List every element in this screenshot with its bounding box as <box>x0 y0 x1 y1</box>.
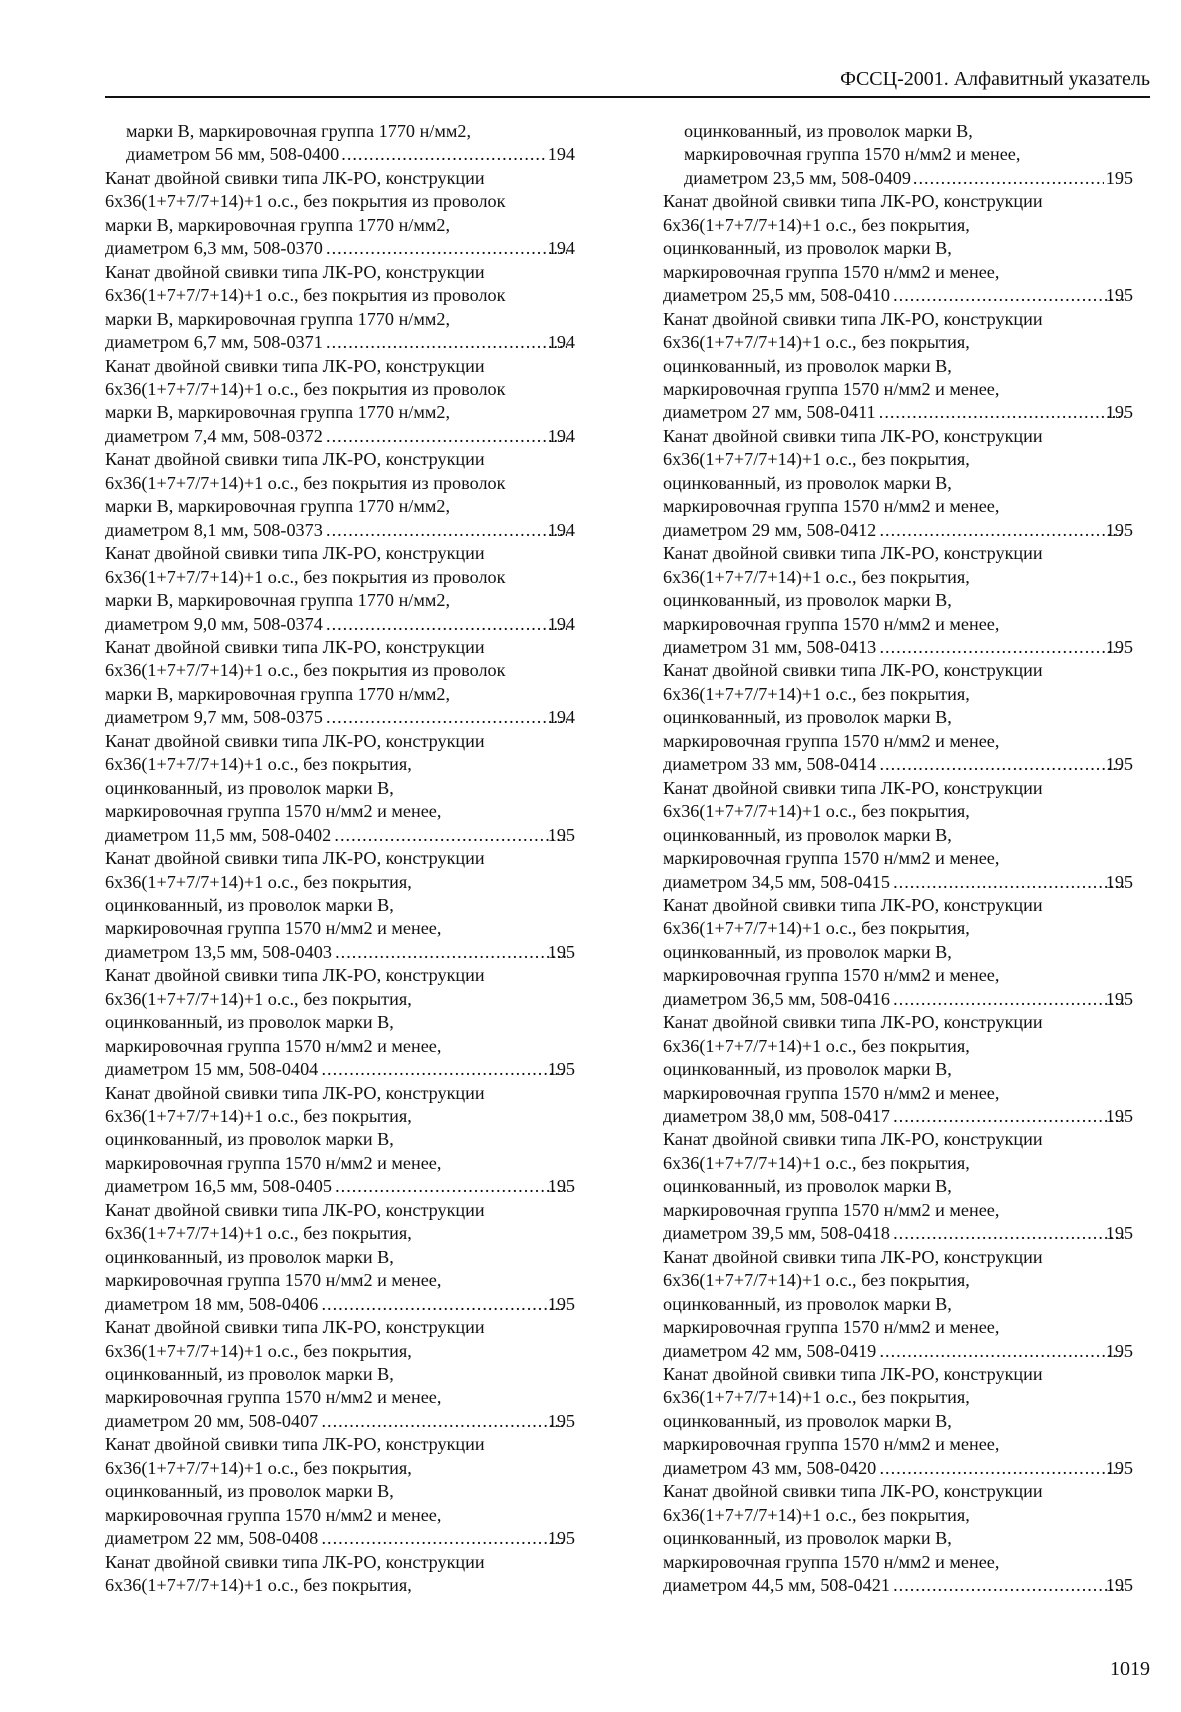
index-entry-page: 195 <box>1105 402 1133 423</box>
index-entry-last-line <box>105 331 575 354</box>
index-entry-page: 195 <box>547 941 575 962</box>
index-entry-page: 194 <box>547 519 575 540</box>
index-entry-line: диаметром 33 мм, 508-0414 <box>663 754 877 775</box>
index-entry-line: марки В, маркировочная группа 1770 н/мм2, <box>105 496 451 517</box>
index-entry-line: диаметром 6,3 мм, 508-0370 <box>105 238 323 259</box>
index-entry-line: диаметром 9,0 мм, 508-0374 <box>105 613 323 634</box>
index-entry-line: маркировочная группа 1570 н/мм2 и менее, <box>663 496 1000 517</box>
index-entry-line: Канат двойной свивки типа ЛК-РО, конструкции <box>105 261 485 282</box>
index-entry-line: 6х36(1+7+7/7+14)+1 о.с., без покрытия, <box>663 1387 970 1408</box>
index-entry-line: 6х36(1+7+7/7+14)+1 о.с., без покрытия, <box>105 1340 412 1361</box>
index-entry-line: маркировочная группа 1570 н/мм2 и менее, <box>663 1199 1000 1220</box>
index-entry-line: 6х36(1+7+7/7+14)+1 о.с., без покрытия, <box>105 871 412 892</box>
index-entry-line: 6х36(1+7+7/7+14)+1 о.с., без покрытия из проволок <box>105 566 506 587</box>
index-entry <box>105 1551 575 1598</box>
index-entry-line: диаметром 34,5 мм, 508-0415 <box>663 871 890 892</box>
index-entry <box>105 167 575 261</box>
index-entry-line: Канат двойной свивки типа ЛК-РО, конструкции <box>663 660 1043 681</box>
index-entry-line: марки В, маркировочная группа 1770 н/мм2, <box>105 590 451 611</box>
index-entry-line: Канат двойной свивки типа ЛК-РО, конструкции <box>663 1246 1043 1267</box>
index-entry-line: Канат двойной свивки типа ЛК-РО, конструкции <box>105 965 485 986</box>
dot-leader <box>892 1105 1125 1128</box>
index-entry-line: Канат двойной свивки типа ЛК-РО, конструкции <box>105 1434 485 1455</box>
index-entry-line: диаметром 31 мм, 508-0413 <box>663 636 877 657</box>
index-entry <box>663 120 1133 190</box>
index-entry-line: оцинкованный, из проволок марки В, <box>663 1059 952 1080</box>
index-entry-line: маркировочная группа 1570 н/мм2 и менее, <box>663 1082 1000 1103</box>
index-entry-page: 195 <box>1105 988 1133 1009</box>
index-entry-line: 6х36(1+7+7/7+14)+1 о.с., без покрытия из проволок <box>105 285 506 306</box>
index-entry-page: 195 <box>1105 519 1133 540</box>
index-entry-page: 194 <box>547 332 575 353</box>
index-entry-page: 195 <box>1105 285 1133 306</box>
index-entry-line: 6х36(1+7+7/7+14)+1 о.с., без покрытия, <box>105 988 412 1009</box>
index-entry-last-line <box>105 1058 575 1081</box>
index-entry-line: Канат двойной свивки типа ЛК-РО, конструкции <box>663 543 1043 564</box>
dot-leader <box>320 1527 566 1550</box>
dot-leader <box>892 1574 1125 1597</box>
index-entry-line: 6х36(1+7+7/7+14)+1 о.с., без покрытия, <box>105 754 412 775</box>
index-entry-page: 195 <box>1105 1106 1133 1127</box>
dot-leader <box>878 753 1124 776</box>
index-entry-line: Канат двойной свивки типа ЛК-РО, конструкции <box>663 1012 1043 1033</box>
index-entry <box>105 1199 575 1316</box>
index-entry-line: 6х36(1+7+7/7+14)+1 о.с., без покрытия, <box>663 1504 970 1525</box>
index-entry-last-line <box>663 1340 1133 1363</box>
index-entry <box>663 894 1133 1011</box>
index-entry-line: 6х36(1+7+7/7+14)+1 о.с., без покрытия, <box>663 1270 970 1291</box>
index-column-right <box>663 120 1133 1598</box>
index-entry-page: 195 <box>1105 1340 1133 1361</box>
index-entry-line: оцинкованный, из проволок марки В, <box>663 1410 952 1431</box>
index-entry-line: 6х36(1+7+7/7+14)+1 о.с., без покрытия, <box>663 918 970 939</box>
index-entry-line: марки В, маркировочная группа 1770 н/мм2, <box>105 402 451 423</box>
index-entry-line: Канат двойной свивки типа ЛК-РО, конструкции <box>105 848 485 869</box>
index-entry-line: оцинкованный, из проволок марки В, <box>105 1012 394 1033</box>
index-entry-line: диаметром 8,1 мм, 508-0373 <box>105 519 323 540</box>
dot-leader <box>334 941 567 964</box>
index-entry-page: 195 <box>1105 1457 1133 1478</box>
index-entry-line: маркировочная группа 1570 н/мм2 и менее, <box>663 378 1000 399</box>
index-entry-line: 6х36(1+7+7/7+14)+1 о.с., без покрытия, <box>105 1106 412 1127</box>
index-entry-line: диаметром 7,4 мм, 508-0372 <box>105 425 323 446</box>
index-entry-line: маркировочная группа 1570 н/мм2 и менее, <box>663 1434 1000 1455</box>
index-entry-line: оцинкованный, из проволок марки В, <box>663 824 952 845</box>
dot-leader <box>892 988 1125 1011</box>
index-entry-page: 195 <box>1105 1575 1133 1596</box>
index-entry-page: 195 <box>1105 1223 1133 1244</box>
index-entry-line: Канат двойной свивки типа ЛК-РО, конструкции <box>663 1364 1043 1385</box>
index-entry-line: маркировочная группа 1570 н/мм2 и менее, <box>105 1152 442 1173</box>
index-entry-page: 194 <box>547 238 575 259</box>
index-entry-line: оцинкованный, из проволок марки В, <box>663 1528 952 1549</box>
dot-leader <box>325 613 567 636</box>
index-entry-line: 6х36(1+7+7/7+14)+1 о.с., без покрытия из проволок <box>105 472 506 493</box>
index-entry <box>663 1480 1133 1597</box>
index-entry-last-line <box>663 519 1133 542</box>
index-entry-line: 6х36(1+7+7/7+14)+1 о.с., без покрытия из проволок <box>105 378 506 399</box>
index-entry-line: диаметром 42 мм, 508-0419 <box>663 1340 877 1361</box>
index-entry-line: 6х36(1+7+7/7+14)+1 о.с., без покрытия, <box>105 1457 412 1478</box>
index-entry-line: диаметром 38,0 мм, 508-0417 <box>663 1106 890 1127</box>
index-entry-line: диаметром 44,5 мм, 508-0421 <box>663 1575 890 1596</box>
index-entry-line: диаметром 11,5 мм, 508-0402 <box>105 824 332 845</box>
index-entry-line: оцинкованный, из проволок марки В, <box>663 238 952 259</box>
index-entry-last-line <box>105 824 575 847</box>
index-entry <box>663 1363 1133 1480</box>
index-entry-page: 195 <box>1105 167 1133 188</box>
index-entry-line: Канат двойной свивки типа ЛК-РО, конструкции <box>105 543 485 564</box>
index-entry-line: Канат двойной свивки типа ЛК-РО, конструкции <box>663 1481 1043 1502</box>
index-entry-page: 194 <box>547 425 575 446</box>
index-entry-last-line <box>663 1574 1133 1597</box>
index-entry-last-line <box>105 1175 575 1198</box>
index-entry-line: маркировочная группа 1570 н/мм2 и менее, <box>663 1317 1000 1338</box>
index-entry-line: оцинкованный, из проволок марки В, <box>663 1176 952 1197</box>
index-entry-line: диаметром 56 мм, 508-0400 <box>126 144 340 165</box>
dot-leader <box>320 1058 566 1081</box>
index-entry-line: 6х36(1+7+7/7+14)+1 о.с., без покрытия, <box>663 449 970 470</box>
dot-leader <box>913 167 1104 190</box>
index-entry-line: оцинкованный, из проволок марки В, <box>663 472 952 493</box>
dot-leader <box>892 284 1125 307</box>
index-entry-last-line <box>663 1457 1133 1480</box>
index-entry-page: 194 <box>547 707 575 728</box>
index-entry-line: диаметром 6,7 мм, 508-0371 <box>105 332 323 353</box>
dot-leader <box>325 706 567 729</box>
index-entry-last-line <box>663 988 1133 1011</box>
index-entry-line: Канат двойной свивки типа ЛК-РО, конструкции <box>105 636 485 657</box>
index-entry-line: оцинкованный, из проволок марки В, <box>105 1481 394 1502</box>
dot-leader <box>325 425 567 448</box>
index-entry <box>663 1011 1133 1128</box>
index-entry-line: маркировочная группа 1570 н/мм2 и менее, <box>105 918 442 939</box>
index-entry-line: Канат двойной свивки типа ЛК-РО, конструкции <box>105 355 485 376</box>
index-entry-last-line <box>663 636 1133 659</box>
index-entry-line: диаметром 9,7 мм, 508-0375 <box>105 707 323 728</box>
dot-leader <box>878 1340 1124 1363</box>
index-entry-last-line <box>105 519 575 542</box>
index-entry-line: диаметром 22 мм, 508-0408 <box>105 1528 319 1549</box>
dot-leader <box>325 331 567 354</box>
index-entry-line: Канат двойной свивки типа ЛК-РО, конструкции <box>663 1129 1043 1150</box>
index-entry-line: 6х36(1+7+7/7+14)+1 о.с., без покрытия из проволок <box>105 660 506 681</box>
index-entry-line: оцинкованный, из проволок марки В, <box>663 590 952 611</box>
index-entry-last-line <box>105 425 575 448</box>
index-entry-line: 6х36(1+7+7/7+14)+1 о.с., без покрытия, <box>663 214 970 235</box>
index-entry-line: диаметром 27 мм, 508-0411 <box>663 402 876 423</box>
index-entry-last-line <box>663 401 1133 424</box>
index-entry-line: Канат двойной свивки типа ЛК-РО, конструкции <box>105 730 485 751</box>
index-entry <box>105 120 575 167</box>
index-entry-line: оцинкованный, из проволок марки В, <box>684 121 973 141</box>
index-entry-line: Канат двойной свивки типа ЛК-РО, конструкции <box>663 425 1043 446</box>
index-entry-line: оцинкованный, из проволок марки В, <box>105 894 394 915</box>
index-entry-page: 195 <box>547 824 575 845</box>
index-entry-last-line <box>105 1410 575 1433</box>
index-entry-line: оцинкованный, из проволок марки В, <box>663 941 952 962</box>
index-entry <box>105 448 575 542</box>
index-entry-line: диаметром 16,5 мм, 508-0405 <box>105 1176 332 1197</box>
index-entry-line: марки В, маркировочная группа 1770 н/мм2, <box>105 214 451 235</box>
index-entry-line: диаметром 13,5 мм, 508-0403 <box>105 941 332 962</box>
index-entry-line: марки В, маркировочная группа 1770 н/мм2, <box>105 308 451 329</box>
index-entry-last-line <box>663 1105 1133 1128</box>
index-entry <box>105 1082 575 1199</box>
dot-leader <box>878 401 1125 424</box>
index-entry <box>105 636 575 730</box>
index-entry-line: диаметром 25,5 мм, 508-0410 <box>663 285 890 306</box>
index-entry-line: диаметром 29 мм, 508-0412 <box>663 519 877 540</box>
index-entry-line: маркировочная группа 1570 н/мм2 и менее, <box>663 261 1000 282</box>
index-entry-page: 195 <box>547 1528 575 1549</box>
index-entry-line: маркировочная группа 1570 н/мм2 и менее, <box>105 1504 442 1525</box>
index-entry <box>105 355 575 449</box>
index-entry-line: марки В, маркировочная группа 1770 н/мм2, <box>105 683 451 704</box>
index-entry <box>663 190 1133 307</box>
index-entry-page: 194 <box>547 144 575 165</box>
index-entry-last-line <box>684 167 1133 190</box>
index-entry-line: 6х36(1+7+7/7+14)+1 о.с., без покрытия из проволок <box>105 191 506 212</box>
index-entry-line: маркировочная группа 1570 н/мм2 и менее, <box>663 848 1000 869</box>
index-entry <box>105 730 575 847</box>
index-entry-line: марки В, маркировочная группа 1770 н/мм2, <box>126 121 472 141</box>
index-entry-line: диаметром 36,5 мм, 508-0416 <box>663 988 890 1009</box>
index-entry-line: оцинкованный, из проволок марки В, <box>105 1129 394 1150</box>
index-entry <box>105 542 575 636</box>
index-entry-line: 6х36(1+7+7/7+14)+1 о.с., без покрытия, <box>663 683 970 704</box>
index-entry <box>105 847 575 964</box>
index-entry-last-line <box>105 237 575 260</box>
dot-leader <box>325 237 567 260</box>
page-header <box>105 58 1150 98</box>
index-entry-line: 6х36(1+7+7/7+14)+1 о.с., без покрытия, <box>105 1223 412 1244</box>
index-entry <box>105 1433 575 1550</box>
index-entry-line: оцинкованный, из проволок марки В, <box>105 1246 394 1267</box>
index-entry-line: Канат двойной свивки типа ЛК-РО, конструкции <box>105 1199 485 1220</box>
index-entry-line: Канат двойной свивки типа ЛК-РО, конструкции <box>105 1317 485 1338</box>
index-entry-last-line <box>105 941 575 964</box>
index-entry <box>663 425 1133 542</box>
index-entry-page: 195 <box>547 1293 575 1314</box>
index-entry-line: Канат двойной свивки типа ЛК-РО, конструкции <box>663 894 1043 915</box>
header-title: ФССЦ-2001. Алфавитный указатель <box>840 68 1150 90</box>
index-entry-line: маркировочная группа 1570 н/мм2 и менее, <box>105 1035 442 1056</box>
index-entry <box>105 1316 575 1433</box>
index-entry-last-line <box>105 1527 575 1550</box>
index-entry-last-line <box>663 753 1133 776</box>
index-entry-line: маркировочная группа 1570 н/мм2 и менее, <box>663 730 1000 751</box>
index-entry-line: маркировочная группа 1570 н/мм2 и менее, <box>105 1387 442 1408</box>
index-entry-last-line <box>105 1293 575 1316</box>
index-entry-line: диаметром 39,5 мм, 508-0418 <box>663 1223 890 1244</box>
index-entry-page: 195 <box>1105 871 1133 892</box>
dot-leader <box>892 1222 1125 1245</box>
dot-leader <box>320 1293 566 1316</box>
index-entry-line: маркировочная группа 1570 н/мм2 и менее, <box>663 613 1000 634</box>
index-entry-line: 6х36(1+7+7/7+14)+1 о.с., без покрытия, <box>663 1035 970 1056</box>
index-entry-line: Канат двойной свивки типа ЛК-РО, конструкции <box>105 1551 485 1572</box>
index-entry-line: диаметром 23,5 мм, 508-0409 <box>684 167 911 188</box>
index-entry-line: маркировочная группа 1570 н/мм2 и менее, <box>105 1270 442 1291</box>
index-entry <box>663 659 1133 776</box>
index-entry-line: диаметром 18 мм, 508-0406 <box>105 1293 319 1314</box>
dot-leader <box>878 1457 1124 1480</box>
index-entry <box>663 1128 1133 1245</box>
index-entry-page: 195 <box>1105 636 1133 657</box>
index-entry-page: 195 <box>547 1410 575 1431</box>
index-entry-line: Канат двойной свивки типа ЛК-РО, конструкции <box>663 308 1043 329</box>
index-entry-page: 195 <box>547 1059 575 1080</box>
page-number: 1019 <box>1110 1658 1150 1680</box>
dot-leader <box>320 1410 566 1433</box>
index-entry-last-line <box>663 284 1133 307</box>
dot-leader <box>334 1175 567 1198</box>
index-column-left <box>105 120 575 1598</box>
index-entry-line: маркировочная группа 1570 н/мм2 и менее, <box>684 144 1021 165</box>
dot-leader <box>878 519 1124 542</box>
index-entry-line: Канат двойной свивки типа ЛК-РО, конструкции <box>105 1082 485 1103</box>
dot-leader <box>333 824 566 847</box>
index-entry-line: диаметром 43 мм, 508-0420 <box>663 1457 877 1478</box>
dot-leader <box>892 871 1125 894</box>
index-entry-line: маркировочная группа 1570 н/мм2 и менее, <box>663 965 1000 986</box>
index-entry-line: 6х36(1+7+7/7+14)+1 о.с., без покрытия, <box>663 566 970 587</box>
index-entry-line: 6х36(1+7+7/7+14)+1 о.с., без покрытия, <box>663 332 970 353</box>
dot-leader <box>341 143 545 166</box>
index-entry-line: диаметром 15 мм, 508-0404 <box>105 1059 319 1080</box>
index-entry-line: Канат двойной свивки типа ЛК-РО, конструкции <box>663 777 1043 798</box>
dot-leader <box>325 519 567 542</box>
index-entry-line: 6х36(1+7+7/7+14)+1 о.с., без покрытия, <box>663 1152 970 1173</box>
index-entry-page: 194 <box>547 613 575 634</box>
dot-leader <box>878 636 1124 659</box>
index-entry-line: оцинкованный, из проволок марки В, <box>105 1364 394 1385</box>
index-entry-line: Канат двойной свивки типа ЛК-РО, конструкции <box>663 191 1043 212</box>
index-entry-line: оцинкованный, из проволок марки В, <box>663 355 952 376</box>
index-entry <box>663 542 1133 659</box>
index-entry <box>105 261 575 355</box>
index-entry-last-line <box>105 706 575 729</box>
index-entry-last-line <box>663 871 1133 894</box>
index-entry-last-line <box>126 143 575 166</box>
index-entry-line: оцинкованный, из проволок марки В, <box>663 1293 952 1314</box>
index-entry-last-line <box>663 1222 1133 1245</box>
index-entry <box>105 964 575 1081</box>
index-entry <box>663 308 1133 425</box>
index-entry-line: Канат двойной свивки типа ЛК-РО, конструкции <box>105 167 485 188</box>
index-entry-line: 6х36(1+7+7/7+14)+1 о.с., без покрытия, <box>663 801 970 822</box>
index-entry-line: оцинкованный, из проволок марки В, <box>663 707 952 728</box>
index-entry-line: 6х36(1+7+7/7+14)+1 о.с., без покрытия, <box>105 1575 412 1596</box>
index-entry-last-line <box>105 613 575 636</box>
index-entry-line: диаметром 20 мм, 508-0407 <box>105 1410 319 1431</box>
index-entry <box>663 1246 1133 1363</box>
index-entry-line: маркировочная группа 1570 н/мм2 и менее, <box>105 801 442 822</box>
index-entry-line: Канат двойной свивки типа ЛК-РО, конструкции <box>105 449 485 470</box>
index-entry-line: оцинкованный, из проволок марки В, <box>105 777 394 798</box>
index-entry-page: 195 <box>1105 754 1133 775</box>
index-entry <box>663 777 1133 894</box>
index-entry-page: 195 <box>547 1176 575 1197</box>
index-entry-line: маркировочная группа 1570 н/мм2 и менее, <box>663 1551 1000 1572</box>
